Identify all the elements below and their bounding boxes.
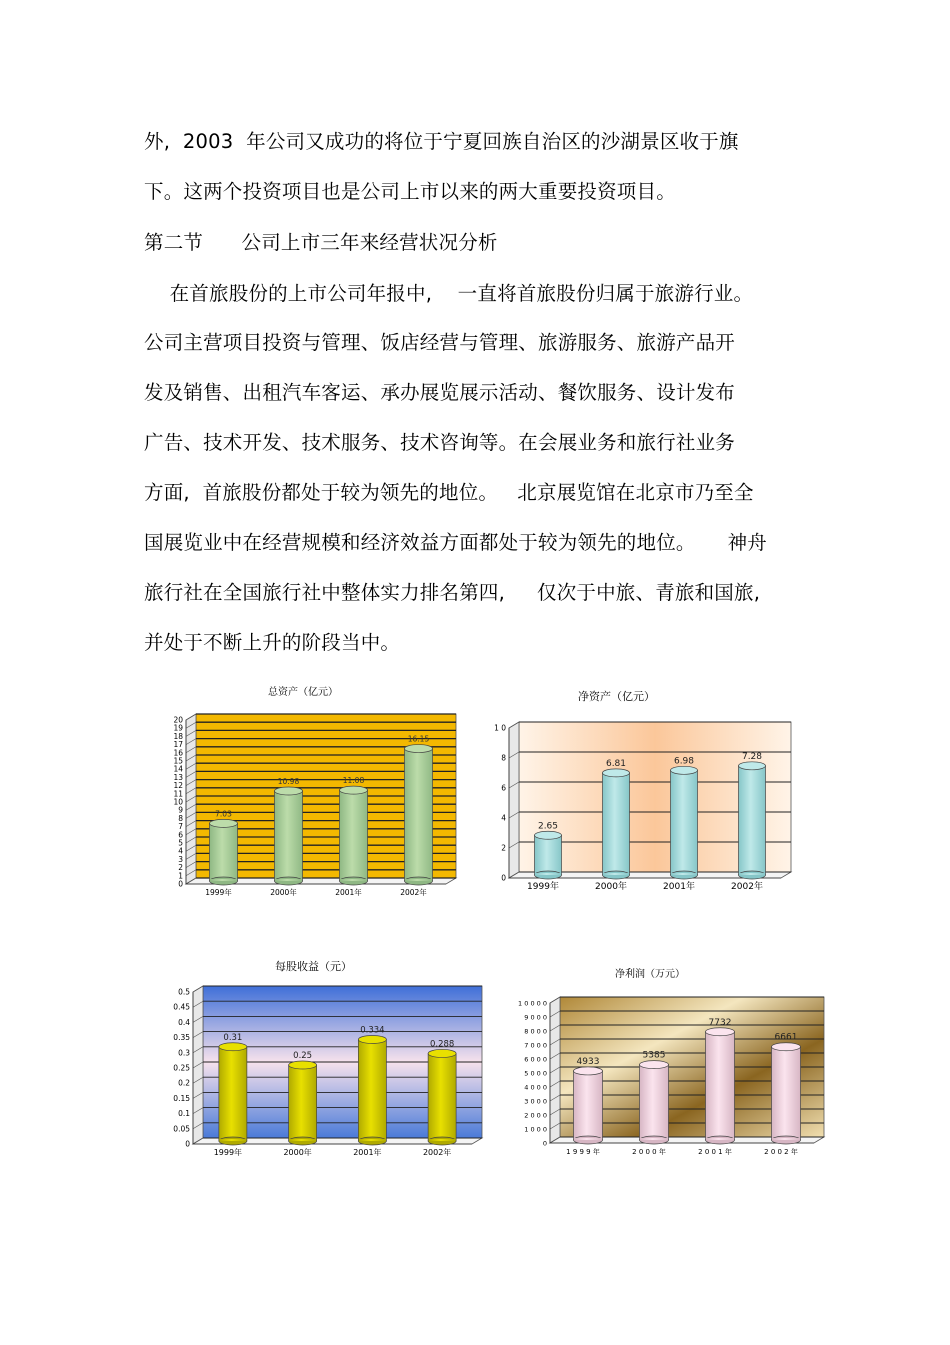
bar-value-label: 7.28 xyxy=(741,751,763,762)
bar-base-fill xyxy=(574,1138,602,1140)
paragraph-line: 下。这两个投资项目也是公司上市以来的两大重要投资项目。 xyxy=(144,180,676,203)
y-tick-label: 0.35 xyxy=(173,1033,190,1043)
bar-body xyxy=(574,1071,603,1140)
bar-body xyxy=(358,1039,386,1141)
x-tick-label: 1999年 xyxy=(205,888,232,897)
bar-base-fill xyxy=(739,873,765,875)
x-tick-label: 2002年 xyxy=(422,1148,452,1157)
bar-body xyxy=(772,1047,801,1140)
eps-chart xyxy=(160,988,480,1163)
bar-body xyxy=(219,1047,247,1141)
y-tick-label: 10 xyxy=(173,797,183,807)
y-tick-label: 6 0 0 0 xyxy=(524,1055,547,1064)
bar-value-label: 2.65 xyxy=(537,821,559,832)
bar-base-fill xyxy=(640,1138,668,1140)
bar-0 xyxy=(210,819,238,885)
bar-value-label: 7.03 xyxy=(215,809,232,819)
chart-side-wall xyxy=(509,722,519,878)
x-tick-label: 2002年 xyxy=(731,882,763,892)
y-tick-label: 6 xyxy=(501,783,506,793)
section-heading: 第二节 公司上市三年来经营状况分析 xyxy=(144,231,498,254)
paragraph-line: 方面, 首旅股份都处于较为领先的地位。 北京展览馆在北京市乃至全 xyxy=(144,481,754,504)
bar-base-fill xyxy=(275,879,302,881)
y-tick-label: 14 xyxy=(173,764,183,774)
chart-title-net-profit: 净利润（万元） xyxy=(615,969,685,980)
x-tick-label: 2001年 xyxy=(335,888,362,897)
bar-top xyxy=(340,786,368,794)
bar-top xyxy=(640,1061,669,1069)
bar-body xyxy=(535,835,562,875)
y-tick-label: 17 xyxy=(173,740,183,750)
x-tick-label: 2 0 0 0 年 xyxy=(632,1148,666,1156)
bar-base-fill xyxy=(706,1138,734,1140)
bar-1 xyxy=(603,769,630,879)
y-tick-label: 8 xyxy=(178,813,183,823)
y-tick-label: 2 xyxy=(178,863,183,873)
x-tick-label: 2000年 xyxy=(270,888,297,897)
bar-body xyxy=(289,1065,317,1141)
total-assets-chart xyxy=(160,712,460,904)
bar-top xyxy=(210,819,238,827)
x-tick-label: 2000年 xyxy=(283,1148,312,1157)
paragraph-line: 国展览业中在经营规模和经济效益方面都处于较为领先的地位。 神舟 xyxy=(144,531,767,554)
y-tick-label: 1 0 0 0 xyxy=(524,1125,547,1134)
y-tick-label: 0 xyxy=(542,1139,547,1148)
bar-body xyxy=(210,823,238,881)
bar-value-label: 5385 xyxy=(642,1050,666,1061)
x-tick-label: 1999年 xyxy=(527,882,559,892)
bar-base-fill xyxy=(210,879,237,881)
y-tick-label: 1 0 xyxy=(494,723,506,733)
bar-1 xyxy=(275,787,303,885)
y-tick-label: 16 xyxy=(173,748,183,758)
y-tick-label: 0.2 xyxy=(178,1078,190,1088)
y-tick-label: 20 xyxy=(173,715,183,725)
bar-value-label: 6.81 xyxy=(605,758,627,769)
paragraph-line: 旅行社在全国旅行社中整体实力排名第四, 仅次于中旅、青旅和国旅, xyxy=(144,581,761,604)
y-tick-label: 2 xyxy=(501,843,506,853)
bar-value-label: 0.288 xyxy=(429,1039,455,1050)
net-profit-chart xyxy=(510,995,825,1165)
bar-top xyxy=(358,1035,386,1043)
bar-body xyxy=(671,770,698,875)
bar-value-label: 16.15 xyxy=(407,734,430,744)
bar-top xyxy=(535,831,562,839)
bar-value-label: 0.334 xyxy=(360,1025,385,1036)
y-tick-label: 8 xyxy=(501,753,506,763)
y-tick-label: 4 xyxy=(178,846,183,856)
y-tick-label: 18 xyxy=(173,731,183,741)
bar-value-label: 6661 xyxy=(774,1032,798,1043)
bar-body xyxy=(739,766,766,875)
bar-body xyxy=(603,773,630,875)
y-tick-label: 3 0 0 0 xyxy=(524,1097,547,1106)
bar-top xyxy=(706,1028,735,1036)
bar-base-fill xyxy=(535,873,561,875)
y-tick-label: 8 0 0 0 xyxy=(524,1027,547,1036)
bar-top xyxy=(772,1043,801,1051)
bar-base-fill xyxy=(603,873,629,875)
bar-base-fill xyxy=(340,879,367,881)
y-tick-label: 0.15 xyxy=(173,1093,190,1103)
bar-2 xyxy=(706,1028,735,1144)
bar-base-fill xyxy=(671,873,697,875)
y-tick-label: 0 xyxy=(185,1139,190,1149)
y-tick-label: 0.25 xyxy=(173,1063,190,1073)
paragraph-line: 发及销售、出租汽车客运、承办展览展示活动、餐饮服务、设计发布 xyxy=(144,381,736,404)
bar-body xyxy=(275,791,303,881)
y-tick-label: 0.1 xyxy=(178,1109,190,1119)
y-tick-label: 4 xyxy=(501,813,506,823)
x-tick-label: 2002年 xyxy=(400,888,427,897)
y-tick-label: 0.3 xyxy=(178,1048,190,1058)
bar-base-fill xyxy=(429,1139,456,1141)
paragraph-line: 并处于不断上升的阶段当中。 xyxy=(144,631,401,654)
bar-1 xyxy=(640,1061,669,1144)
bar-base-fill xyxy=(359,1139,386,1141)
y-tick-label: 4 0 0 0 xyxy=(524,1083,547,1092)
bar-2 xyxy=(340,786,368,885)
bar-0 xyxy=(535,831,562,879)
bar-2 xyxy=(358,1035,386,1145)
y-tick-label: 1 0 0 0 0 xyxy=(518,999,547,1008)
bar-top xyxy=(603,769,630,777)
x-tick-label: 2000年 xyxy=(595,882,627,892)
y-tick-label: 9 0 0 0 xyxy=(524,1013,547,1022)
bar-top xyxy=(739,762,766,770)
y-tick-label: 1 xyxy=(178,871,183,881)
bar-value-label: 4933 xyxy=(576,1056,600,1067)
y-tick-label: 6 xyxy=(178,830,183,840)
bar-top xyxy=(671,766,698,774)
paragraph-line: 公司主营项目投资与管理、饭店经营与管理、旅游服务、旅游产品开 xyxy=(144,331,736,354)
bar-3 xyxy=(772,1043,801,1144)
bar-0 xyxy=(574,1067,603,1144)
x-tick-label: 1 9 9 9 年 xyxy=(566,1148,600,1156)
net-assets-chart xyxy=(483,722,788,900)
bar-top xyxy=(405,745,433,753)
bar-top xyxy=(428,1049,456,1057)
chart-title-net-assets: 净资产（亿元） xyxy=(578,690,655,703)
bar-value-label: 11.08 xyxy=(342,776,365,786)
bar-3 xyxy=(428,1049,456,1145)
y-tick-label: 0.45 xyxy=(173,1002,190,1012)
x-tick-label: 2001年 xyxy=(353,1148,382,1157)
paragraph-line: 广告、技术开发、技术服务、技术咨询等。在会展业务和旅行社业务 xyxy=(144,431,736,454)
x-tick-label: 2 0 0 2 年 xyxy=(764,1148,798,1156)
paragraph-line: 外, 2003 年公司又成功的将位于宁夏回族自治区的沙湖景区收于旗 xyxy=(144,130,739,153)
bar-top xyxy=(275,787,303,795)
y-tick-label: 15 xyxy=(173,756,183,766)
bar-base-fill xyxy=(289,1139,316,1141)
x-tick-label: 2 0 0 1 年 xyxy=(698,1148,732,1156)
bar-value-label: 10.98 xyxy=(277,776,300,786)
y-tick-label: 7 0 0 0 xyxy=(524,1041,547,1050)
bar-1 xyxy=(289,1061,317,1145)
y-tick-label: 0 xyxy=(501,873,506,883)
bar-0 xyxy=(219,1043,247,1145)
bar-3 xyxy=(405,745,433,885)
y-tick-label: 11 xyxy=(173,789,183,799)
bar-top xyxy=(574,1067,603,1075)
bar-3 xyxy=(739,762,766,879)
y-tick-label: 0.5 xyxy=(178,987,190,997)
x-tick-label: 2001年 xyxy=(663,882,695,892)
bar-top xyxy=(219,1043,247,1051)
y-tick-label: 2 0 0 0 xyxy=(524,1111,547,1120)
y-tick-label: 19 xyxy=(173,723,183,733)
bar-value-label: 7732 xyxy=(708,1017,732,1028)
bar-base-fill xyxy=(772,1138,800,1140)
y-tick-label: 3 xyxy=(178,854,183,864)
y-tick-label: 9 xyxy=(178,805,183,815)
bar-value-label: 0.31 xyxy=(223,1032,243,1043)
bar-value-label: 0.25 xyxy=(293,1051,313,1061)
bar-body xyxy=(428,1053,456,1141)
y-tick-label: 0.4 xyxy=(178,1017,190,1027)
y-tick-label: 5 xyxy=(178,838,183,848)
bar-top xyxy=(289,1061,317,1069)
chart-title-total-assets: 总资产（亿元） xyxy=(268,687,338,698)
bar-body xyxy=(706,1032,735,1140)
y-tick-label: 5 0 0 0 xyxy=(524,1069,547,1078)
paragraph-line: 在首旅股份的上市公司年报中, 一直将首旅股份归属于旅游行业。 xyxy=(144,282,754,305)
y-tick-label: 0.05 xyxy=(173,1124,190,1134)
bar-body xyxy=(640,1065,669,1140)
y-tick-label: 0 xyxy=(178,879,183,889)
chart-title-eps: 每股收益（元） xyxy=(275,960,352,973)
y-tick-label: 13 xyxy=(173,772,183,782)
bar-value-label: 6.98 xyxy=(673,756,695,767)
x-tick-label: 1999年 xyxy=(213,1148,243,1157)
bar-base-fill xyxy=(405,879,432,881)
bar-body xyxy=(405,749,433,881)
bar-2 xyxy=(671,766,698,879)
y-tick-label: 7 xyxy=(178,822,183,832)
bar-base-fill xyxy=(219,1139,246,1141)
bar-body xyxy=(340,790,368,881)
y-tick-label: 12 xyxy=(173,781,183,791)
